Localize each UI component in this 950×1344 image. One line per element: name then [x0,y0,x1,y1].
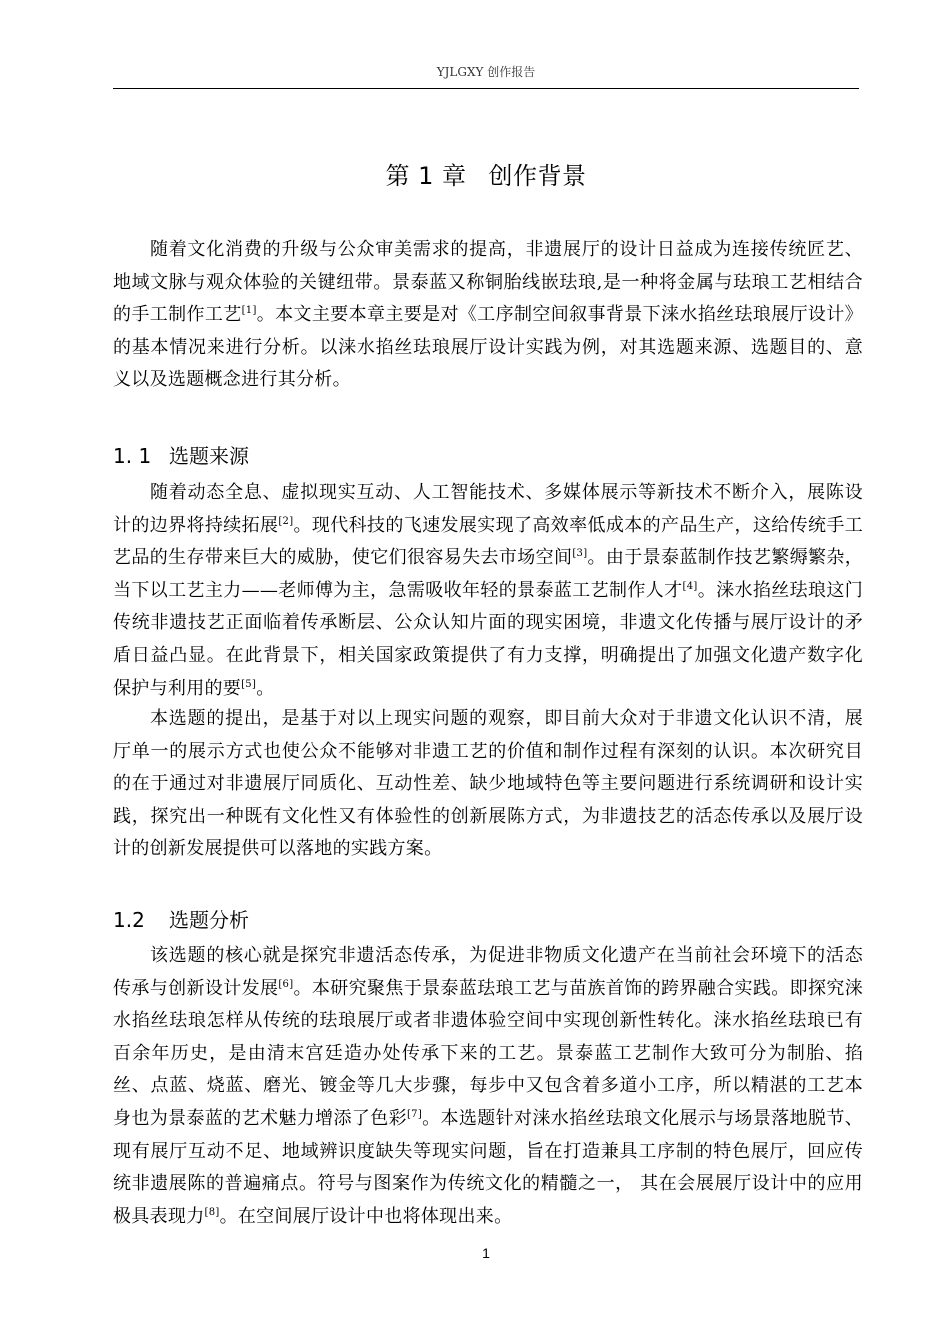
running-header: YJLGXY 创作报告 [436,65,536,79]
citation-4: [4] [682,580,698,592]
paragraph-text: 。本选题针对涞水掐丝珐琅文化展示与场景落地脱节、现有展厅互动不足、地域辨识度缺失等现实问题，旨在打造兼具工序制的特色展厅，回应传统非遗展陈的普遍痛点。符号与图案作为传统文化的精髓之一， 其在会展展厅设计中的应用极具表现力 [113,1107,863,1227]
section1-paragraph-2: 本选题的提出，是基于对以上现实问题的观察，即目前大众对于非遗文化认识不清，展厅单一的展示方式也使公众不能够对非遗工艺的价值和制作过程有深刻的认识。本次研究目的在于通过对非遗展厅同质化、互动性差、缺少地域特色等主要问题进行系统调研和设计实践，探究出一种既有文化性又有体验性的创新展陈方式，为非遗技艺的活态传承以及展厅设计的创新发展提供可以落地的实践方案。 [113,708,863,860]
section2-paragraph-1 [113,940,863,1233]
citation-6: [6] [278,978,294,990]
section-number: 1.2 [113,908,145,932]
citation-5: [5] [241,678,257,690]
section-title: 选题分析 [169,908,249,932]
paragraph-text: 。由于景泰蓝制作技艺繁缛繁杂，当下以工艺主力——老师傅为主，急需吸收年轻的景泰蓝工艺制作人才 [113,547,864,601]
chapter-name: 创作背景 [488,162,587,190]
paragraph-text: 随着动态全息、虚拟现实互动、人工智能技术、多媒体展示等新技术不断介入，展陈设计的边界将持续拓展 [113,482,863,536]
paragraph-text: 。本研究聚焦于景泰蓝珐琅工艺与苗族首饰的跨界融合实践。即探究涞水掐丝珐琅怎样从传统的珐琅展厅或者非遗体验空间中实现创新性转化。涞水掐丝珐琅已有百余年历史，是由清末宫廷造办处传承下来的工艺。景泰蓝工艺制作大致可分为制胎、掐丝、点蓝、烧蓝、磨光、镀金等几大步骤，每步中又包含着多道小工序，所以精湛的工艺本身也为景泰蓝的艺术魅力增添了色彩 [113,977,863,1129]
section-number: 1. 1 [113,444,152,468]
citation-3: [3] [572,548,588,560]
chapter-title [113,156,859,191]
citation-7: [7] [406,1108,423,1120]
paragraph-text: 。涞水掐丝珐琅这门传统非遗技艺正面临着传承断层、公众认知片面的现实困境，非遗文化传播与展厅设计的矛盾日益凸显。在此背景下，相关国家政策提供了有力支撑，明确提出了加强文化遗产数字化保护与利用的要 [113,579,863,699]
intro-text-1: 随着文化消费的升级与公众审美需求的提高，非遗展厅的设计日益成为连接传统匠艺、地域文脉与观众体验的关键纽带。景泰蓝又称铜胎线嵌珐琅,是一种将金属与珐琅工艺相结合的手工制作工艺 [113,239,863,326]
section-heading-1-1 [113,440,249,469]
paragraph-text: 该选题的核心就是探究非遗活态传承，为促进非物质文化遗产在当前社会环境下的活态传承与创新设计发展 [113,945,863,999]
section-heading-1-2 [113,904,249,933]
header-rule [113,88,859,89]
citation-8: [8] [204,1206,220,1218]
page-number: 1 [482,1245,490,1261]
section1-paragraph-1 [113,477,863,705]
section-title: 选题来源 [169,444,249,468]
chapter-number: 第 1 章 [385,162,467,190]
paragraph-text: 。 [256,677,275,699]
paragraph-text: 。在空间展厅设计中也将体现出来。 [219,1205,513,1227]
citation-1: [1] [241,305,257,317]
paragraph-text: 。现代科技的飞速发展实现了高效率低成本的产品生产，这给传统手工艺品的生存带来巨大的威胁，使它们很容易失去市场空间 [113,514,863,569]
intro-text-2: 。本文主要本章主要是对《工序制空间叙事背景下涞水掐丝珐琅展厅设计》的基本情况来进行分析。以涞水掐丝珐琅展厅设计实践为例，对其选题来源、选题目的、意义以及选题概念进行其分析。 [113,304,863,391]
intro-paragraph [113,234,863,397]
citation-2: [2] [278,515,294,527]
